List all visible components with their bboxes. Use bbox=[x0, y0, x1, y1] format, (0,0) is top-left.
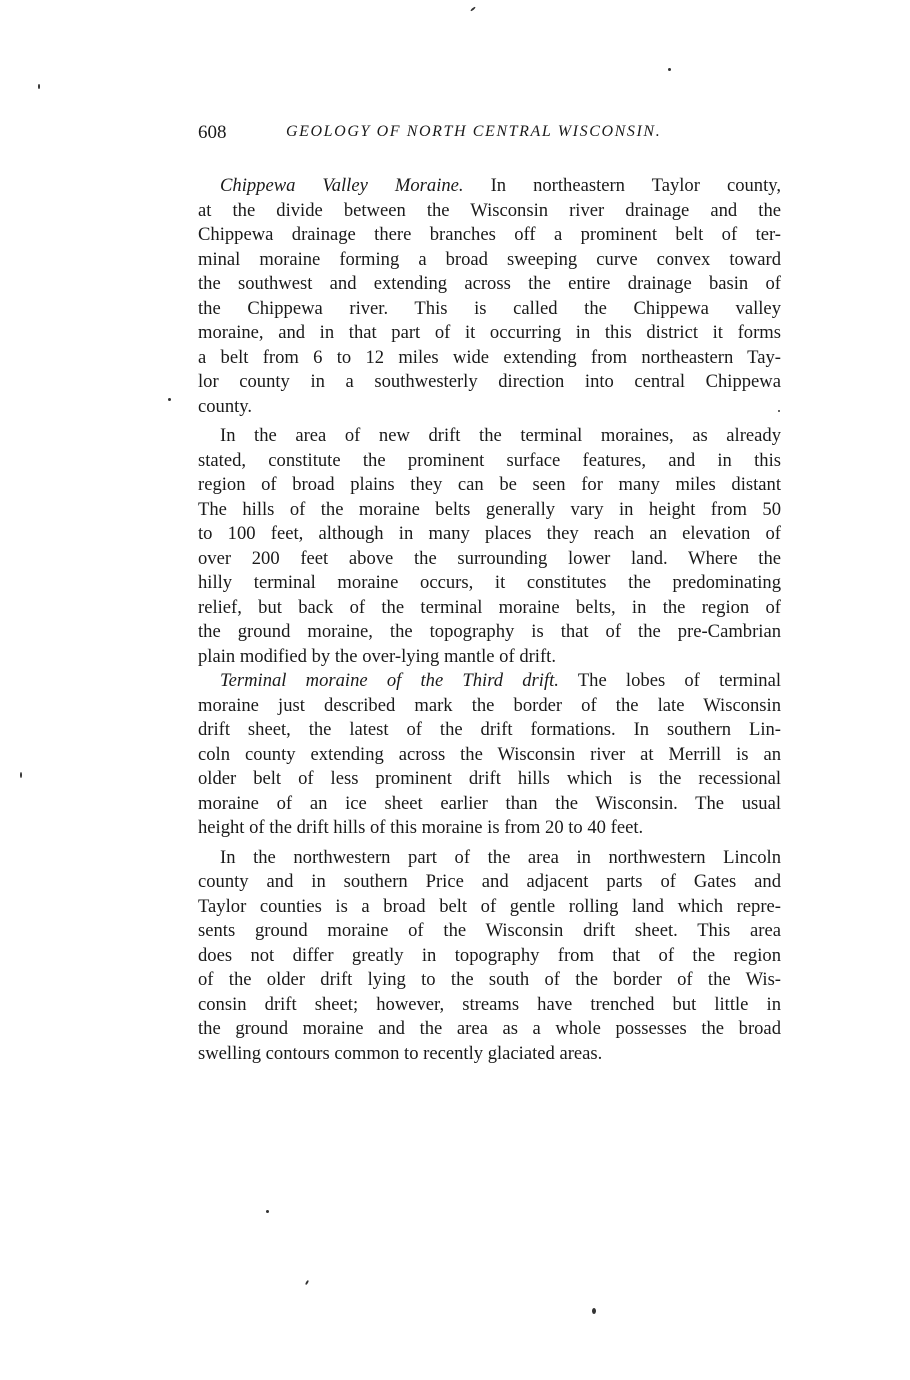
scan-speck bbox=[592, 1308, 596, 1314]
page-number: 608 bbox=[198, 122, 227, 143]
scan-speck bbox=[266, 1210, 269, 1213]
section-heading: Terminal moraine of the Third drift. bbox=[220, 670, 559, 691]
text-line: Taylor counties is a broad belt of gentle rolling land which repre- bbox=[198, 895, 781, 917]
text-line: over 200 feet above the surrounding lower land. Where the bbox=[198, 547, 781, 569]
text-line: moraine, and in that part of it occurring in this district it forms bbox=[198, 322, 781, 343]
text-line: does not differ greatly in topography from that of the region bbox=[198, 944, 781, 966]
text-line: The hills of the moraine belts generally vary in height from 50 bbox=[198, 498, 781, 520]
text-line: county and in southern Price and adjacent parts of Gates and bbox=[198, 871, 781, 892]
text-line: of the older drift lying to the south of the border of the Wis- bbox=[198, 969, 781, 990]
body-text bbox=[198, 174, 781, 1066]
text-line: coln county extending across the Wisconsin river at Merrill is an bbox=[198, 743, 781, 765]
text-line: In the area of new drift the terminal moraines, as already bbox=[220, 425, 781, 446]
text-line: to 100 feet, although in many places they reach an elevation of bbox=[198, 523, 781, 544]
paragraph-chippewa-valley-moraine bbox=[198, 174, 781, 419]
text-line: drift sheet, the latest of the drift formations. In southern Lin- bbox=[198, 719, 781, 740]
text-line: a belt from 6 to 12 miles wide extending from northeastern Tay- bbox=[198, 346, 781, 368]
scan-speck bbox=[168, 398, 171, 401]
text-line: stated, constitute the prominent surface features, and in this bbox=[198, 449, 781, 471]
section-heading: Chippewa Valley Moraine. bbox=[220, 175, 464, 196]
text-line: sents ground moraine of the Wisconsin drift sheet. This area bbox=[198, 920, 781, 941]
text-line: swelling contours common to recently glaciated areas. bbox=[198, 1042, 603, 1064]
text-line: In the northwestern part of the area in northwestern Lincoln bbox=[220, 846, 781, 868]
text-line: Chippewa Valley Moraine. In northeastern Taylor county, bbox=[220, 175, 781, 196]
scan-speck bbox=[778, 410, 780, 412]
text-line: relief, but back of the terminal moraine belts, in the region of bbox=[198, 596, 781, 618]
text-line: lor county in a southwesterly direction into central Chippewa bbox=[198, 371, 781, 392]
scan-speck bbox=[20, 772, 22, 778]
text-line: older belt of less prominent drift hills which is the recessional bbox=[198, 768, 781, 789]
text-line: height of the drift hills of this moraine is from 20 to 40 feet. bbox=[198, 817, 644, 838]
scan-speck bbox=[668, 68, 671, 71]
text-line: at the divide between the Wisconsin river drainage and the bbox=[198, 199, 781, 221]
text-line: the ground moraine, the topography is that of the pre-Cambrian bbox=[198, 621, 781, 642]
text-line: minal moraine forming a broad sweeping curve convex toward bbox=[198, 248, 781, 270]
text-line: the southwest and extending across the entire drainage basin of bbox=[198, 273, 781, 294]
paragraph-new-drift bbox=[198, 424, 781, 669]
scan-speck bbox=[305, 1280, 309, 1285]
text-line: moraine just described mark the border of the late Wisconsin bbox=[198, 694, 781, 716]
text-line: consin drift sheet; however, streams have trenched but little in bbox=[198, 993, 781, 1015]
paragraph-ground-moraine bbox=[198, 846, 781, 1067]
paragraph-third-drift bbox=[198, 669, 781, 841]
text-line: plain modified by the over-lying mantle of drift. bbox=[198, 645, 556, 667]
text-line: hilly terminal moraine occurs, it constitutes the predominating bbox=[198, 572, 781, 593]
text-line: county. bbox=[198, 395, 253, 417]
text-line: moraine of an ice sheet earlier than the Wisconsin. The usual bbox=[198, 792, 781, 814]
running-head: GEOLOGY OF NORTH CENTRAL WISCONSIN. bbox=[286, 123, 662, 140]
text-line: the ground moraine and the area as a whole possesses the broad bbox=[198, 1018, 781, 1039]
text-line: the Chippewa river. This is called the Chippewa valley bbox=[198, 297, 781, 319]
scan-speck bbox=[38, 84, 40, 89]
text-line: Terminal moraine of the Third drift. The lobes of terminal bbox=[220, 670, 782, 691]
text-line: region of broad plains they can be seen for many miles distant bbox=[198, 474, 781, 495]
page-header bbox=[198, 122, 788, 150]
text-line: Chippewa drainage there branches off a prominent belt of ter- bbox=[198, 224, 781, 245]
scan-speck bbox=[470, 6, 476, 11]
